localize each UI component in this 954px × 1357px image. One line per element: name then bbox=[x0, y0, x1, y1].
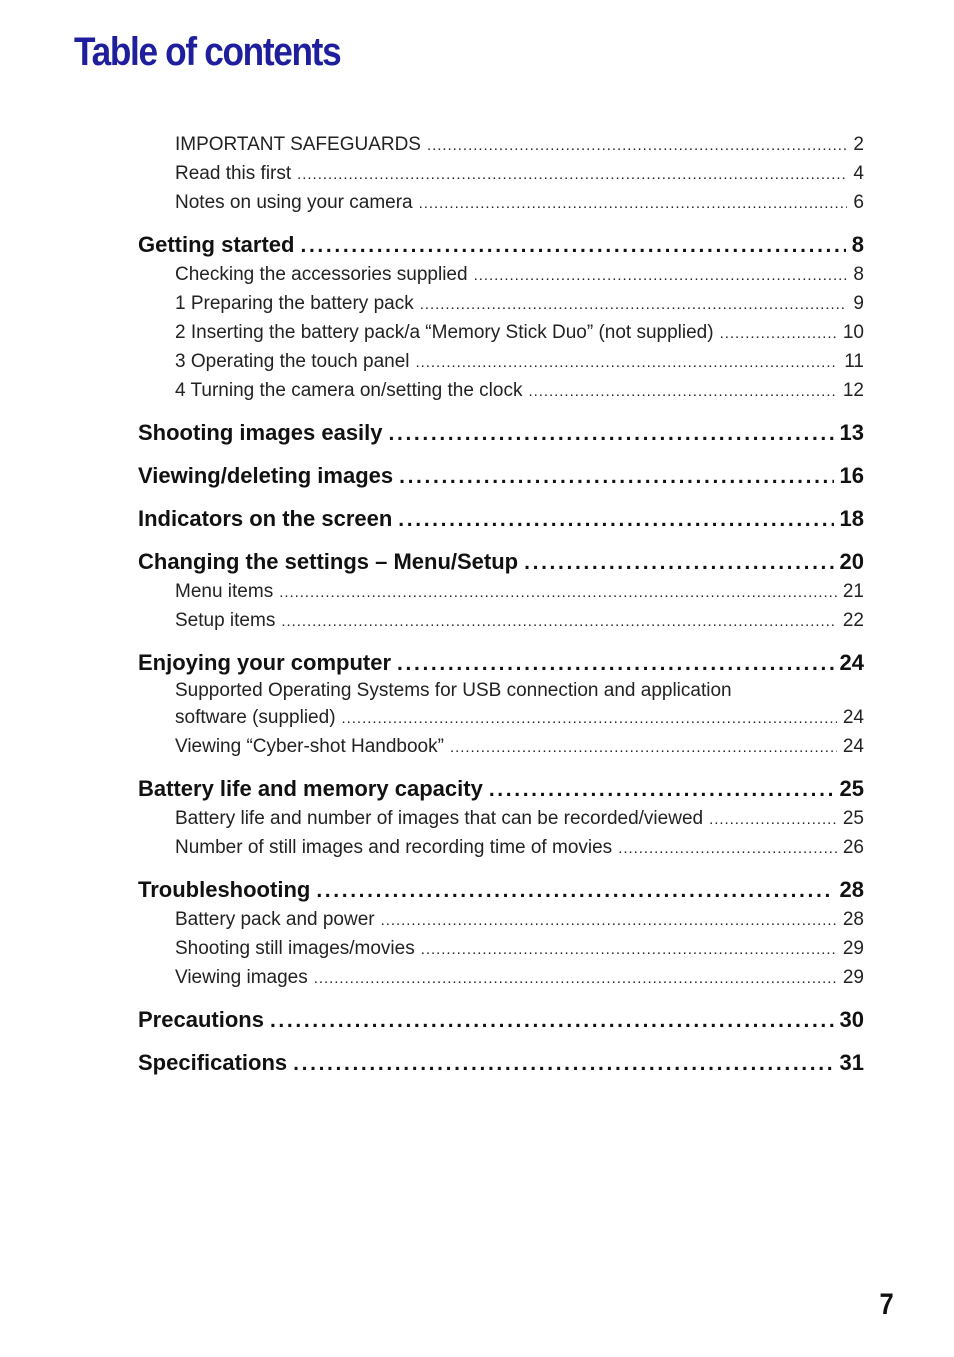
toc-entry-title: IMPORTANT SAFEGUARDS bbox=[175, 134, 421, 155]
dot-leader bbox=[720, 318, 837, 348]
toc-section-title: Shooting images easily bbox=[138, 420, 383, 445]
toc-entry-title: Viewing “Cyber-shot Handbook” bbox=[175, 736, 444, 757]
dot-leader bbox=[314, 963, 837, 993]
dot-leader bbox=[293, 1048, 833, 1079]
toc-section-page: 30 bbox=[839, 1007, 864, 1032]
toc-entry-notes-on-using[interactable] bbox=[138, 188, 864, 217]
toc-section-page: 25 bbox=[839, 776, 864, 801]
table-of-contents bbox=[138, 130, 864, 1078]
toc-entry-line1[interactable]: Supported Operating Systems for USB connection and application bbox=[175, 680, 732, 701]
toc-section-enjoying-computer[interactable] bbox=[138, 648, 864, 678]
toc-section-title: Changing the settings – Menu/Setup bbox=[138, 549, 519, 574]
toc-entry-title: Checking the accessories supplied bbox=[175, 264, 468, 285]
dot-leader bbox=[398, 504, 833, 535]
toc-entry-title: Setup items bbox=[175, 610, 276, 631]
toc-entry-title: 4 Turning the camera on/setting the clock bbox=[175, 380, 523, 401]
toc-entry-page: 25 bbox=[842, 808, 864, 829]
toc-section-title: Getting started bbox=[138, 232, 295, 257]
toc-entry[interactable] bbox=[138, 376, 864, 405]
toc-entry-page: 4 bbox=[853, 163, 864, 184]
toc-section-battery-life[interactable] bbox=[138, 774, 864, 804]
dot-leader bbox=[316, 875, 833, 906]
dot-leader bbox=[419, 188, 848, 218]
toc-entry-page: 29 bbox=[842, 967, 864, 988]
toc-section-title: Battery life and memory capacity bbox=[138, 776, 483, 801]
toc-entry-title: Battery pack and power bbox=[175, 909, 375, 930]
toc-entry-page: 8 bbox=[853, 264, 864, 285]
dot-leader bbox=[297, 159, 847, 189]
toc-entry-page: 6 bbox=[853, 192, 864, 213]
toc-entry-title: Menu items bbox=[175, 581, 274, 602]
page-number: 7 bbox=[879, 1288, 894, 1321]
toc-entry[interactable] bbox=[138, 703, 864, 732]
dot-leader bbox=[450, 732, 837, 762]
toc-section-troubleshooting[interactable] bbox=[138, 875, 864, 905]
dot-leader bbox=[281, 606, 837, 636]
toc-entry-page: 2 bbox=[853, 134, 864, 155]
toc-section-page: 16 bbox=[839, 463, 864, 488]
toc-entry[interactable] bbox=[138, 833, 864, 862]
toc-section-changing-settings[interactable] bbox=[138, 547, 864, 577]
toc-entry-page: 26 bbox=[842, 837, 864, 858]
dot-leader bbox=[381, 905, 837, 935]
dot-leader bbox=[399, 461, 833, 492]
toc-section-page: 13 bbox=[839, 420, 864, 445]
toc-entry-title: Viewing images bbox=[175, 967, 308, 988]
dot-leader bbox=[528, 376, 836, 406]
dot-leader bbox=[300, 230, 845, 261]
dot-leader bbox=[342, 703, 837, 733]
toc-entry[interactable] bbox=[138, 347, 864, 376]
toc-entry[interactable] bbox=[138, 732, 864, 761]
toc-entry-title: Battery life and number of images that can be recorded/viewed bbox=[175, 808, 704, 829]
toc-entry-important-safeguards[interactable] bbox=[138, 130, 864, 159]
toc-entry[interactable] bbox=[138, 318, 864, 347]
dot-leader bbox=[270, 1005, 834, 1036]
toc-entry[interactable] bbox=[138, 934, 864, 963]
toc-entry-title: Read this first bbox=[175, 163, 292, 184]
toc-section-title: Indicators on the screen bbox=[138, 506, 393, 531]
toc-section-getting-started[interactable] bbox=[138, 230, 864, 260]
toc-entry-title: 2 Inserting the battery pack/a “Memory Stick Duo” (not supplied) bbox=[175, 322, 714, 343]
toc-entry-page: 9 bbox=[853, 293, 864, 314]
toc-section-page: 28 bbox=[839, 877, 864, 902]
toc-section-title: Troubleshooting bbox=[138, 877, 311, 902]
toc-entry-page: 21 bbox=[842, 581, 864, 602]
toc-entry-page: 12 bbox=[842, 380, 864, 401]
toc-entry-title: 3 Operating the touch panel bbox=[175, 351, 410, 372]
toc-entry-title: 1 Preparing the battery pack bbox=[175, 293, 414, 314]
toc-section-indicators[interactable] bbox=[138, 504, 864, 534]
toc-section-page: 8 bbox=[851, 232, 864, 257]
toc-section-page: 24 bbox=[839, 650, 864, 675]
toc-entry-page: 28 bbox=[842, 909, 864, 930]
toc-entry-page: 29 bbox=[842, 938, 864, 959]
toc-section-page: 20 bbox=[839, 549, 864, 574]
dot-leader bbox=[618, 833, 837, 863]
toc-section-specifications[interactable] bbox=[138, 1048, 864, 1078]
toc-entry[interactable] bbox=[138, 905, 864, 934]
toc-entry-title: Number of still images and recording time of movies bbox=[175, 837, 613, 858]
toc-entry[interactable] bbox=[138, 260, 864, 289]
dot-leader bbox=[524, 547, 833, 578]
toc-entry-page: 10 bbox=[842, 322, 864, 343]
dot-leader bbox=[489, 774, 834, 805]
toc-section-page: 31 bbox=[839, 1050, 864, 1075]
toc-section-page: 18 bbox=[839, 506, 864, 531]
toc-section-viewing-deleting[interactable] bbox=[138, 461, 864, 491]
toc-entry-page: 24 bbox=[842, 736, 864, 757]
toc-entry[interactable] bbox=[138, 289, 864, 318]
toc-entry[interactable] bbox=[138, 804, 864, 833]
toc-entry-title: software (supplied) bbox=[175, 707, 336, 728]
toc-entry[interactable] bbox=[138, 606, 864, 635]
toc-section-title: Precautions bbox=[138, 1007, 264, 1032]
toc-section-shooting-images[interactable] bbox=[138, 418, 864, 448]
page-title: Table of contents bbox=[74, 30, 341, 74]
toc-section-precautions[interactable] bbox=[138, 1005, 864, 1035]
dot-leader bbox=[709, 804, 837, 834]
dot-leader bbox=[427, 130, 847, 160]
dot-leader bbox=[389, 418, 834, 449]
toc-entry-title: Notes on using your camera bbox=[175, 192, 413, 213]
toc-entry-title: Shooting still images/movies bbox=[175, 938, 415, 959]
dot-leader bbox=[279, 577, 837, 607]
toc-entry-read-this-first[interactable] bbox=[138, 159, 864, 188]
dot-leader bbox=[416, 347, 839, 377]
dot-leader bbox=[474, 260, 848, 290]
toc-entry-page: 22 bbox=[842, 610, 864, 631]
toc-entry[interactable] bbox=[138, 963, 864, 992]
toc-entry-page: 24 bbox=[842, 707, 864, 728]
toc-section-title: Viewing/deleting images bbox=[138, 463, 394, 488]
dot-leader bbox=[397, 648, 833, 679]
dot-leader bbox=[421, 934, 837, 964]
dot-leader bbox=[420, 289, 848, 319]
toc-entry-page: 11 bbox=[844, 351, 864, 372]
toc-section-title: Specifications bbox=[138, 1050, 288, 1075]
toc-entry[interactable] bbox=[138, 577, 864, 606]
toc-section-title: Enjoying your computer bbox=[138, 650, 392, 675]
